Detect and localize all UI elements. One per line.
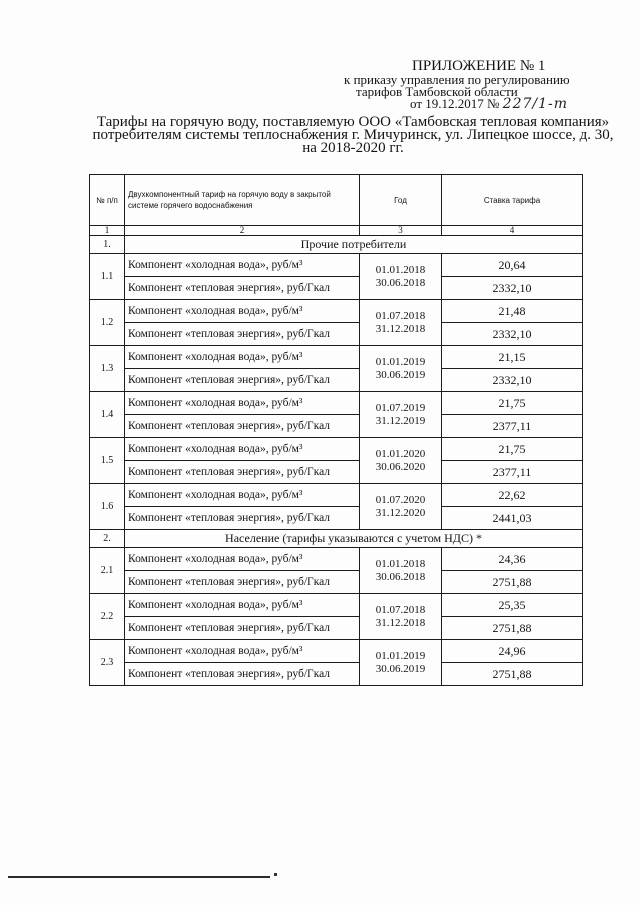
footer-rule <box>8 876 270 878</box>
footer-dot <box>274 873 277 876</box>
cold-water-rate: 21,15 <box>442 346 583 369</box>
column-number: 2 <box>125 226 360 236</box>
period-cell <box>360 346 442 392</box>
table-row <box>90 663 583 686</box>
section-row <box>90 530 583 548</box>
cold-water-component: Компонент «холодная вода», руб/м³ <box>125 594 360 617</box>
cold-water-component: Компонент «холодная вода», руб/м³ <box>125 548 360 571</box>
appendix-header <box>340 60 630 110</box>
row-number: 1.3 <box>90 346 125 392</box>
table-row <box>90 594 583 617</box>
cold-water-rate: 21,48 <box>442 300 583 323</box>
heat-energy-rate: 2332,10 <box>442 323 583 346</box>
row-number: 1.6 <box>90 484 125 530</box>
cold-water-component: Компонент «холодная вода», руб/м³ <box>125 300 360 323</box>
cold-water-component: Компонент «холодная вода», руб/м³ <box>125 392 360 415</box>
table-row <box>90 392 583 415</box>
heat-energy-rate: 2441,03 <box>442 507 583 530</box>
header-rate: Ставка тарифа <box>442 175 583 226</box>
appendix-date-line <box>340 98 630 110</box>
heat-energy-rate: 2377,11 <box>442 415 583 438</box>
period-start: 01.07.2018 <box>375 309 426 322</box>
period-start: 01.01.2018 <box>375 557 426 570</box>
appendix-date: от 19.12.2017 № <box>410 96 500 111</box>
title-line-1: Тарифы на горячую воду, поставляемую ООО «Тамбовская тепловая компания» <box>96 114 610 130</box>
period-start: 01.07.2019 <box>375 401 426 414</box>
cold-water-rate: 24,36 <box>442 548 583 571</box>
section-title: Прочие потребители <box>125 236 583 254</box>
period-cell <box>360 640 442 686</box>
section-number: 2. <box>90 530 125 548</box>
heat-energy-component: Компонент «тепловая энергия», руб/Гкал <box>125 571 360 594</box>
column-number: 4 <box>442 226 583 236</box>
period-end: 31.12.2020 <box>375 506 426 519</box>
appendix-title: ПРИЛОЖЕНИЕ № 1 <box>412 58 546 74</box>
row-number: 2.2 <box>90 594 125 640</box>
row-number: 1.4 <box>90 392 125 438</box>
period-end: 30.06.2020 <box>375 460 426 473</box>
heat-energy-component: Компонент «тепловая энергия», руб/Гкал <box>125 277 360 300</box>
cold-water-rate: 21,75 <box>442 438 583 461</box>
heat-energy-rate: 2332,10 <box>442 369 583 392</box>
period-end: 31.12.2018 <box>375 322 426 335</box>
document-title <box>88 116 618 155</box>
handwritten-order-number: 227/1-т <box>502 96 569 112</box>
heat-energy-rate: 2377,11 <box>442 461 583 484</box>
period-end: 30.06.2019 <box>375 368 426 381</box>
header-number: № п/п <box>90 175 125 226</box>
period-start: 01.01.2019 <box>375 355 426 368</box>
heat-energy-component: Компонент «тепловая энергия», руб/Гкал <box>125 663 360 686</box>
appendix-order-line: к приказу управления по регулированию <box>344 72 570 87</box>
period-cell <box>360 438 442 484</box>
table-row <box>90 323 583 346</box>
section-title: Население (тарифы указываются с учетом НДС) * <box>125 530 583 548</box>
cold-water-rate: 21,75 <box>442 392 583 415</box>
period-start: 01.07.2018 <box>375 603 426 616</box>
heat-energy-rate: 2751,88 <box>442 617 583 640</box>
table-row <box>90 277 583 300</box>
period-cell <box>360 548 442 594</box>
cold-water-component: Компонент «холодная вода», руб/м³ <box>125 640 360 663</box>
table-row <box>90 507 583 530</box>
period-cell <box>360 594 442 640</box>
table-row <box>90 300 583 323</box>
appendix-authority-line: тарифов Тамбовской области <box>356 84 518 99</box>
header-year: Год <box>360 175 442 226</box>
period-end: 30.06.2018 <box>375 276 426 289</box>
heat-energy-rate: 2751,88 <box>442 571 583 594</box>
table-row <box>90 438 583 461</box>
period-end: 31.12.2019 <box>375 414 426 427</box>
heat-energy-component: Компонент «тепловая энергия», руб/Гкал <box>125 415 360 438</box>
cold-water-component: Компонент «холодная вода», руб/м³ <box>125 254 360 277</box>
table-row <box>90 461 583 484</box>
table-row <box>90 369 583 392</box>
heat-energy-component: Компонент «тепловая энергия», руб/Гкал <box>125 461 360 484</box>
table-row <box>90 548 583 571</box>
table-row <box>90 640 583 663</box>
period-cell <box>360 484 442 530</box>
column-number: 3 <box>360 226 442 236</box>
cold-water-rate: 24,96 <box>442 640 583 663</box>
title-line-3: на 2018-2020 гг. <box>302 140 404 156</box>
header-tariff: Двухкомпонентный тариф на горячую воду в закрытой системе горячего водоснабжения <box>125 175 360 226</box>
row-number: 1.2 <box>90 300 125 346</box>
tariff-table <box>89 174 583 686</box>
heat-energy-rate: 2332,10 <box>442 277 583 300</box>
row-number: 1.5 <box>90 438 125 484</box>
table-row <box>90 617 583 640</box>
table-row <box>90 415 583 438</box>
cold-water-rate: 22,62 <box>442 484 583 507</box>
column-number: 1 <box>90 226 125 236</box>
cold-water-rate: 25,35 <box>442 594 583 617</box>
section-number: 1. <box>90 236 125 254</box>
cold-water-rate: 20,64 <box>442 254 583 277</box>
cold-water-component: Компонент «холодная вода», руб/м³ <box>125 438 360 461</box>
heat-energy-component: Компонент «тепловая энергия», руб/Гкал <box>125 369 360 392</box>
table-body <box>90 236 583 686</box>
period-start: 01.07.2020 <box>375 493 426 506</box>
period-start: 01.01.2020 <box>375 447 426 460</box>
period-end: 30.06.2018 <box>375 570 426 583</box>
column-number-row <box>90 226 583 236</box>
heat-energy-component: Компонент «тепловая энергия», руб/Гкал <box>125 323 360 346</box>
cold-water-component: Компонент «холодная вода», руб/м³ <box>125 484 360 507</box>
row-number: 2.3 <box>90 640 125 686</box>
period-end: 30.06.2019 <box>375 662 426 675</box>
heat-energy-component: Компонент «тепловая энергия», руб/Гкал <box>125 617 360 640</box>
period-cell <box>360 300 442 346</box>
section-row <box>90 236 583 254</box>
table-row <box>90 346 583 369</box>
title-line-2: потребителям системы теплоснабжения г. Мичуринск, ул. Липецкое шоссе, д. 30, <box>92 127 614 143</box>
table-row <box>90 484 583 507</box>
table-row <box>90 571 583 594</box>
cold-water-component: Компонент «холодная вода», руб/м³ <box>125 346 360 369</box>
period-cell <box>360 254 442 300</box>
row-number: 1.1 <box>90 254 125 300</box>
row-number: 2.1 <box>90 548 125 594</box>
table-row <box>90 254 583 277</box>
period-end: 31.12.2018 <box>375 616 426 629</box>
heat-energy-component: Компонент «тепловая энергия», руб/Гкал <box>125 507 360 530</box>
heat-energy-rate: 2751,88 <box>442 663 583 686</box>
period-start: 01.01.2019 <box>375 649 426 662</box>
period-start: 01.01.2018 <box>375 263 426 276</box>
period-cell <box>360 392 442 438</box>
